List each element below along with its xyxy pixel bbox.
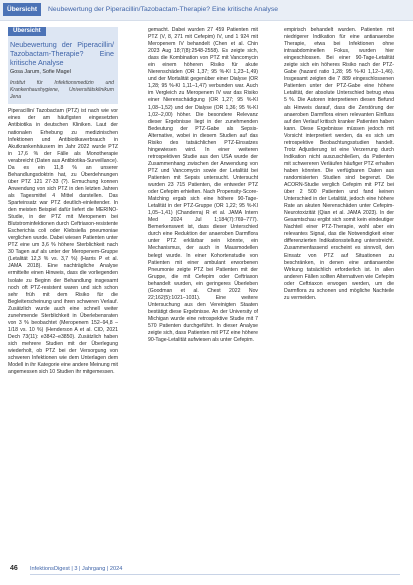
footer-rule (30, 574, 400, 575)
author-affiliation: Institut für Infektionsmedizin und Krankenhaushygiene, Universitätsklinikum Jena (10, 80, 114, 100)
running-title: Neubewertung der Piperacillin/Tazobactam-Therapie? Eine kritische Analyse (48, 6, 279, 13)
page-number: 46 (10, 565, 18, 572)
column-2 (148, 27, 258, 557)
journal-info: InfektionsDigest | 3 | Jahrgang | 2024 (30, 566, 123, 572)
article-authors: Gosa Jarum, Sofie Magel (10, 69, 71, 75)
column-1 (8, 27, 118, 557)
page-header (0, 0, 413, 21)
infobox-tag: Übersicht (8, 27, 46, 36)
section-label: Übersicht (3, 3, 41, 16)
column-3-text: empirisch behandelt wurden. Patienten mit niedrigerer Indikation für eine antianaerobe Therapie, etwa bei Infektionen ohne intraabdominellen Fokus, wurden hier eingeschlossen. Bei einer 90-Tage-Letalität zeigte sich ein höheres Risiko nach der PTZ-Gabe (hazard ratio 1,28; 95 %-KI 1,12–1,46). Insgesamt zeigten die 7 889 eingeschlossenen Patienten unter der PTZ-Gabe eine höhere Letalität, der absolute Unterschied betrug etwa 5 %. Die Autoren interpretieren diesen Befund als Hinweis darauf, dass die Zerstörung der anaeroben Darmflora einen relevanten Einfluss auf den Verlauf kritisch kranker Patienten haben kann. Diese Ergebnisse müssen jedoch mit Vorsicht interpretiert werden, da es sich um retrospektive Beobachtungsstudien handelt. Trotz Adjustierung ist eine Verzerrung durch Indikation nicht auszuschließen, da Patienten mit schwereren Verläufen häufiger PTZ erhalten haben könnten. Die verfügbaren Daten aus randomisierten Studien sind begrenzt. Die ACORN-Studie verglich Cefepim mit PTZ bei über 2 500 Patienten und fand keinen Unterschied in der Letalität, jedoch eine höhere Rate an akuten Nierenschäden unter Cefepim-Neurotoxizität (Qian et al. JAMA 2023). In der Gesamtschau ergibt sich somit kein eindeutiger Nachteil einer PTZ-Therapie, wohl aber ein relevantes Signal, das die Notwendigkeit einer differenzierten Indikationsstellung unterstreicht. Zusammenfassend erscheint es sinnvoll, den Einsatz von PTZ auf Situationen zu beschränken, in denen eine antianaerobe Wirkung tatsächlich erforderlich ist. In allen anderen Fällen sollten Alternativen wie Cefepim oder Ceftriaxon erwogen werden, um die Darmflora zu schonen und mögliche Nachteile zu vermeiden. (284, 27, 394, 301)
column-2-text: gemacht. Dabei wurden 27 459 Patienten mit PTZ (V, 8, 271 mit Cefepim) IV, und 1 924 mit Meropenem IV behandelt (Chen et al. Chin 2023 Aug 18;7(8):2548-2558). Es zeigte sich, dass die Kombination von PTZ mit Vancomycin ein einem höheren Risiko für akute Nierenschäden (OR 1,37; 95 %-KI 1,23–1,49) und der Mortalität gegenüber einer Dialyse (OR 1,28; 95 %-KI 1,11–1,47) verbunden war. Auch im Vergleich zu Meropenem IV war das Risiko einer Nierenschädigung (OR 1,27; 95 %-KI 1,08–1,52) und der Dialyse (OR 1,36; 95 %-KI 1,02–2,00) höher. Die besondere Relevanz dieser Ergebnisse liegt in der zunehmenden Bedeutung der PTZ-Gabe als Sepsis-Alternative, wobei in diesem Studien auf das Risiko des tatsächlichen PTZ-Einsatzes hingewiesen wird. In einer weiteren retrospektiven Studie aus den USA wurde der Zusammenhang zwischen der Anwendung von PTZ und Vancomycin sowie der Letalität bei Patienten mit Sepsis untersucht. Untersucht wurden 23 715 Patienten, die entweder PTZ oder Cefepim erhielten. Nach Propensity-Score-Matching ergab sich eine höhere 90-Tage-Letalität in der PTZ-Gruppe (OR 1,22; 95 %-KI 1,05–1,41) (Chanderraj R et al. JAMA Intern Med 2024 Jul 1;184(7):769–777). Bemerkenswert ist, dass dieser Unterschied durch eine Reduktion der anaeroben Darmflora unter PTZ erklärbar sein könnte, ein Mechanismus, der auch in Mausmodellen belegt wurde. In einer Kohortenstudie von Patienten mit einer ambulant erworbenen Pneumonie zeigte PTZ bei Patienten mit der Gruppe, die mit Cefepim oder Ceftriaxon behandelt wurden, ein geringeres Überleben (Goodman et al. Chest 2022 Nov 22;162(5):1021–1031). Eine weitere Untersuchung aus den Vereinigten Staaten bestätigt diese Ergebnisse. An der University of Michigan wurde eine retrospektive Studie mit 7 570 Patienten durchgeführt. In dieser Analyse zeigte sich, dass Patienten mit PTZ eine höhere 90-Tage-Letalität aufwiesen als unter Cefepim. (148, 27, 258, 344)
column-1-text: Piperacillin/ Tazobactam (PTZ) ist nach wie vor eines der am häufigsten eingesetzten Antibiotika in deutschen Kliniken. Laut der nationalen Erhebung zu medizinischen Infektionen und Antibiotikaverbrauch in Akutkrankenhäusern im Jahr 2022 wurde PTZ in 17,6 % der Fälle als Monotherapie verabreicht (Daten aus Antibiotika-Surveillance). Da es ein 11,8 % an unserer Behandlungsdoktrin hat, zu Überdehnungen über PTZ 121 27-33 (?). Ermuchung konnen Anwendung von sich PTZ in den letzten Jahren als Tagesmittel 4 Mittel darstellen. Das Sparteinsatz war PTZ deutlich-einleitender. In den meisten Beispiel dafür liefert die MERINO-Studie, in der PTZ mit Meropenem bei Blutstrominfektionen durch Ceftriaxon-resistente Escherichia coli oder Klebsiella pneumoniae verglichen wurde. Dabei wiesen Patienten unter PTZ eine um 3,6 % höhere Sterblichkeit nach 30 Tagen auf als unter der Meropenem-Gruppe (Letalität 12,3 % vs. 3,7 %) (Harris P et al. JAMA 2018). Eine nachträgliche Analyse ermittelte einen Hinweis, dass die vorliegenden Isolate zu Beginn der Behandlung insgesamt noch oft PTZ-resistent waren und sich schon sehr früh mit dem Risiko für die Begleiterscheinung und ihren schweren Verlauf. Zusätzlich wurde auch eine schnell weiter zunehmende Sterblichkeit in Überlebensraten von 3 % beobachtet (Meropenem 152–94,8 – 1/18 vs. 10 %) (Henderson A et al. CID, 2021 Dech 73(11): e3842–e3850). Zusätzlich haben sich mehrere Studien mit der Überlegung wiederholt, ob PTZ bei der Versorgung von schweren Infektionen wie dem Unterlagen dem Modell in ihr Kategorie eine andere Meinung mit angemessen sich 10 Studien ihr mitgemessen. (8, 108, 118, 376)
article-title: Neubewertung der Piperacillin/ Tazobactam-Therapie? Eine kritische Analyse (10, 40, 114, 67)
article-infobox (8, 27, 118, 104)
page-footer (0, 563, 413, 579)
column-3 (284, 27, 394, 557)
